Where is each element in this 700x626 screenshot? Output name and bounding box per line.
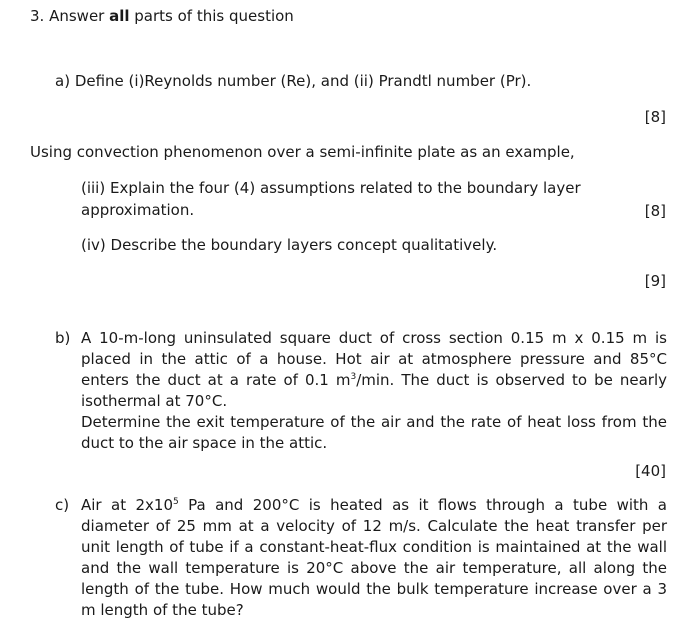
part-a-marks: [8] (644, 108, 666, 126)
question-intro-bold: all (109, 7, 130, 25)
part-b-paragraph-2: Determine the exit temperature of the air and the rate of heat loss from the duct to the air space in the attic. (81, 413, 667, 452)
part-b-p1-a: A 10-m-long uninsulated square duct of cross section 0.15 m x 0.15 m is placed in the attic of a house. Hot air at atmosphere pressure and 85°C enters the duct at a rate of 0.1 m (81, 329, 667, 389)
part-b-marks: [40] (635, 462, 666, 480)
part-a-item-iii-line1: (iii) Explain the four (4) assumptions related to the boundary layer (81, 179, 581, 197)
part-c-text-b: Pa and 200°C is heated as it flows through a tube with a diameter of 25 mm at a velocity of 12 m/s. Calculate the heat transfer per unit length of tube if a constant-heat-flux condition is maintained at the wall and the wall temperature is 20°C above the air temperature, all along the length of the tube. How much would the bulk temperature increase over a 3 m length of the tube? (81, 496, 667, 619)
part-c-sup: 5 (173, 497, 179, 507)
part-a-label: a) (55, 72, 71, 90)
part-a-item-iii-line2: approximation. (81, 201, 195, 219)
part-b-label: b) (55, 329, 71, 347)
part-c-body (81, 495, 667, 621)
part-c-text-a: Air at 2x10 (81, 496, 173, 514)
part-b (55, 328, 667, 454)
part-a-context: Using convection phenomenon over a semi-infinite plate as an example, (30, 143, 575, 161)
part-c-label: c) (55, 496, 70, 514)
question-header (30, 6, 650, 27)
question-number: 3. (30, 7, 45, 25)
part-a-text: Define (i)Reynolds number (Re), and (ii) Prandtl number (Pr). (74, 72, 532, 90)
part-b-p1-b: /min. The duct is observed to be nearly isothermal at 70°C. (81, 371, 668, 410)
part-a-item-iii-marks: [8] (644, 202, 666, 220)
question-intro-pre: Answer (49, 7, 110, 25)
part-a-definition (55, 71, 675, 92)
part-b-paragraph-1 (81, 328, 667, 412)
part-a-item-iv-marks: [9] (644, 272, 666, 290)
part-b-body (81, 328, 667, 454)
question-intro-post: parts of this question (129, 7, 294, 25)
part-a-item-iv: (iv) Describe the boundary layers concept qualitatively. (81, 236, 498, 254)
part-c (55, 495, 667, 621)
part-b-p1-sup: 3 (350, 372, 357, 382)
